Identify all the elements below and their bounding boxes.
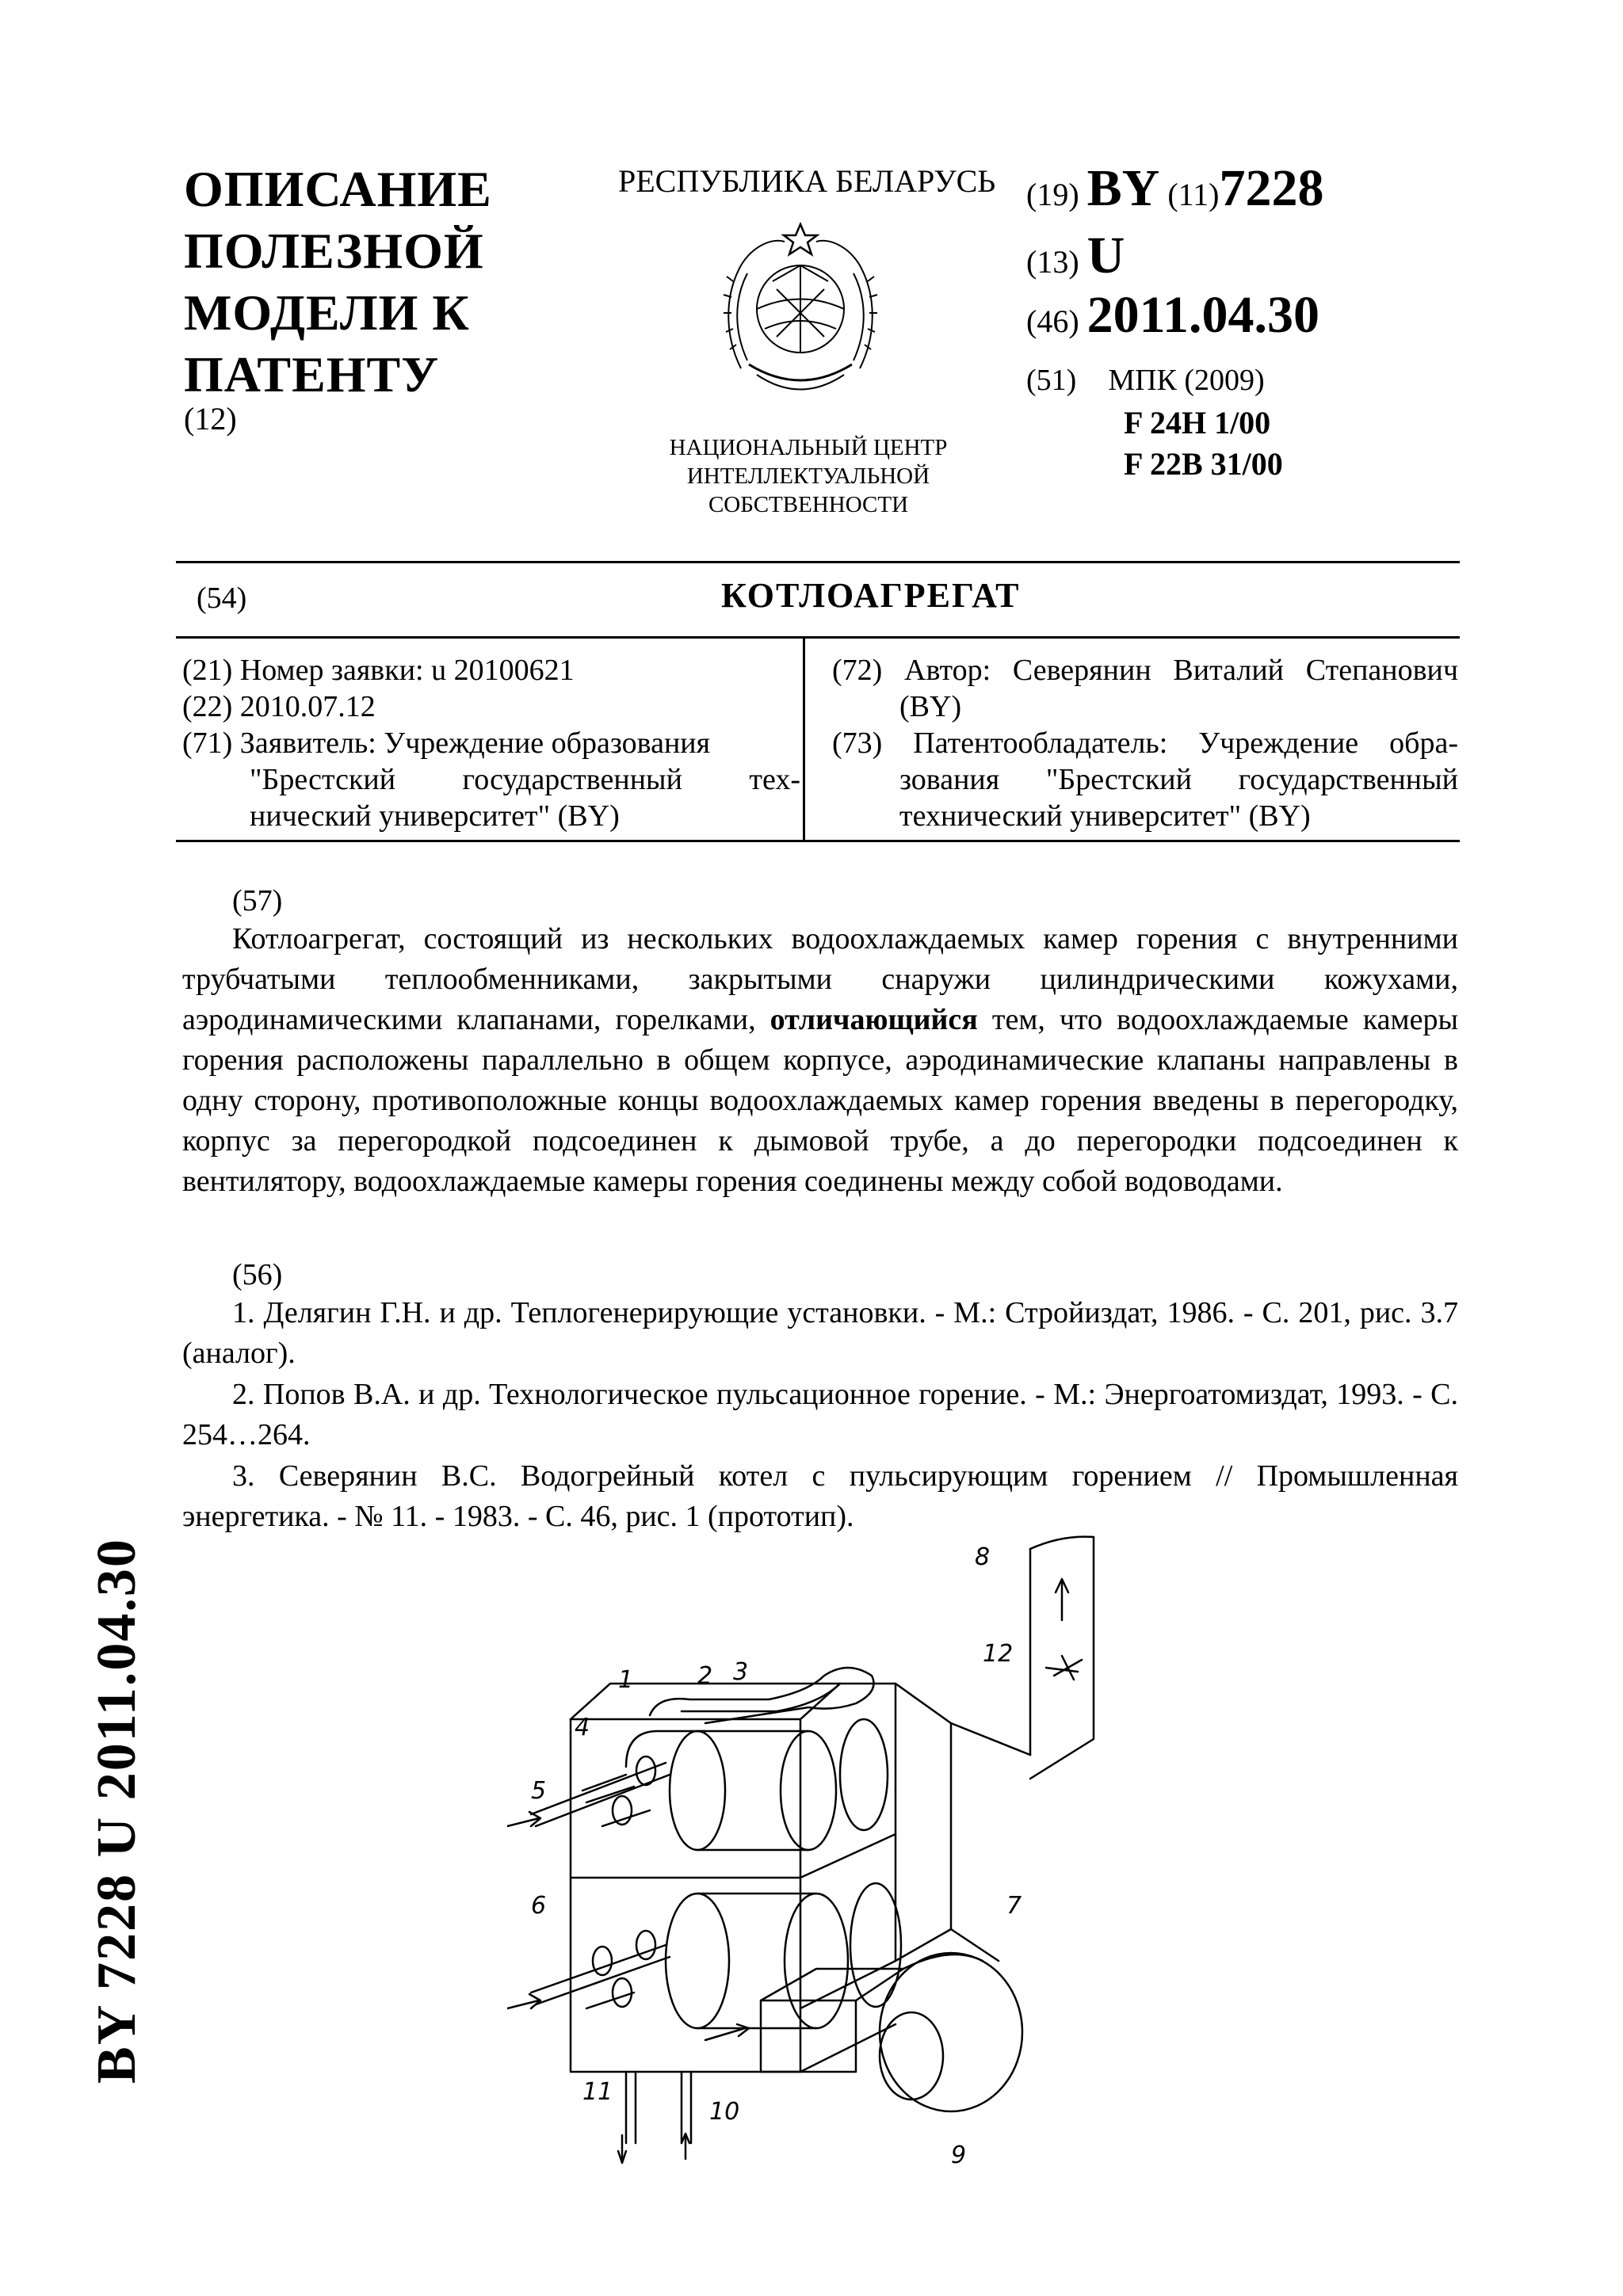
publication-date-line — [1026, 285, 1319, 345]
office-name — [634, 433, 983, 519]
applicant-cont: "Брестский государственный тех- — [250, 763, 800, 796]
office-name-line: СОБСТВЕННОСТИ — [708, 492, 909, 517]
code-51: (51) — [1026, 364, 1077, 397]
abstract-keyword: отличающийся — [769, 1003, 978, 1036]
ipc-label: МПК (2009) — [1108, 364, 1265, 397]
title-line: ОПИСАНИЕ — [184, 161, 492, 217]
patent-number: 7228 — [1219, 159, 1324, 217]
application-number: (21) Номер заявки: u 20100621 — [182, 654, 575, 687]
ipc-class: F 22B 31/00 — [1124, 446, 1283, 482]
label-5: 5 — [531, 1777, 547, 1805]
reference-item: 3. Северянин В.С. Водогрейный котел с пульсирующим горением // Промышленная энергетика. - № 11. - 1983. - С. 46, рис. 1 (прототип). — [182, 1459, 1458, 1533]
filing-date: (22) 2010.07.12 — [182, 690, 376, 723]
ipc-line — [1026, 360, 1265, 398]
ipc-class: F 24H 1/00 — [1124, 405, 1271, 441]
title-line: МОДЕЛИ К — [184, 284, 470, 341]
state-emblem-icon — [709, 210, 892, 408]
title-line: ПАТЕНТУ — [184, 346, 440, 402]
publication-date: 2011.04.30 — [1086, 286, 1319, 344]
divider — [176, 561, 1460, 563]
code-46: (46) — [1026, 303, 1079, 339]
code-56: (56) — [232, 1258, 283, 1291]
biblio-left-column — [182, 652, 800, 834]
biblio-right-column — [832, 652, 1458, 834]
applicant: (71) Заявитель: Учреждение образования — [182, 727, 711, 760]
code-19: (19) — [1026, 177, 1079, 212]
label-4: 4 — [575, 1714, 590, 1741]
country-code: BY — [1086, 159, 1160, 217]
label-1: 1 — [618, 1666, 634, 1694]
label-8: 8 — [975, 1543, 991, 1571]
column-divider — [803, 638, 805, 841]
invention-title: КОТЛОАГРЕГАТ — [721, 576, 1021, 615]
divider — [176, 840, 1460, 842]
applicant-cont: нический университет" (BY) — [250, 799, 620, 833]
title-line: ПОЛЕЗНОЙ — [184, 223, 484, 279]
kind-code: U — [1086, 227, 1125, 284]
patent-owner: (73) Патентообладатель: Учреждение обра- — [832, 727, 1458, 760]
author: (72) Автор: Северянин Виталий Степанович — [832, 654, 1458, 687]
patent-owner-cont: зования "Брестский государственный — [899, 763, 1458, 796]
patent-owner-cont: технический университет" (BY) — [899, 799, 1311, 833]
label-11: 11 — [582, 2078, 613, 2106]
label-2: 2 — [697, 1662, 713, 1690]
abstract-text — [182, 919, 1458, 1202]
side-publication-id: BY 7228 U 2011.04.30 — [86, 1538, 147, 2084]
label-7: 7 — [1006, 1892, 1022, 1920]
kind-line — [1026, 226, 1125, 286]
abstract-part: Котлоагрегат, состоящий из нескольких водоохлаждаемых камер горения с внутренними трубчатыми теплообменниками, закрытыми снаружи цилиндрическими кожухами, аэродинамическими клапанами, горелками, — [182, 922, 1458, 1036]
office-name-line: ИНТЕЛЛЕКТУАЛЬНОЙ — [686, 463, 930, 489]
label-9: 9 — [951, 2142, 967, 2169]
document-type-title — [184, 158, 492, 406]
label-6: 6 — [531, 1892, 547, 1920]
code-11: (11) — [1167, 177, 1220, 212]
divider — [176, 636, 1460, 639]
code-12: (12) — [184, 401, 237, 437]
code-54: (54) — [197, 582, 247, 615]
label-12: 12 — [983, 1640, 1014, 1668]
code-57: (57) — [232, 884, 283, 917]
abstract-part: тем, что водоохлаждаемые камеры горения расположены параллельно в общем корпусе, аэродинамические клапаны направлены в одну сторону, противоположные концы водоохлаждаемых камер горения введены в перегородку, корпус за перегородкой подсоединен к дымовой трубе, а до перегородки подсоединен к вентилятору, водоохлаждаемые камеры горения соединены между собой водоводами. — [182, 1003, 1458, 1198]
reference-item: 2. Попов В.А. и др. Технологическое пульсационное горение. - М.: Энергоатомиздат, 1993. - С. 254…264. — [182, 1378, 1458, 1451]
country-name: РЕСПУБЛИКА БЕЛАРУСЬ — [618, 163, 996, 199]
office-name-line: НАЦИОНАЛЬНЫЙ ЦЕНТР — [669, 435, 948, 460]
publication-number-line — [1026, 158, 1323, 219]
label-3: 3 — [733, 1658, 749, 1686]
label-10: 10 — [709, 2098, 740, 2126]
reference-item: 1. Делягин Г.Н. и др. Теплогенерирующие установки. - М.: Стройиздат, 1986. - С. 201, рис. 3.7 (аналог). — [182, 1296, 1458, 1370]
author-cont: (BY) — [899, 690, 962, 723]
code-13: (13) — [1026, 244, 1079, 280]
patent-drawing — [507, 1517, 1363, 2191]
